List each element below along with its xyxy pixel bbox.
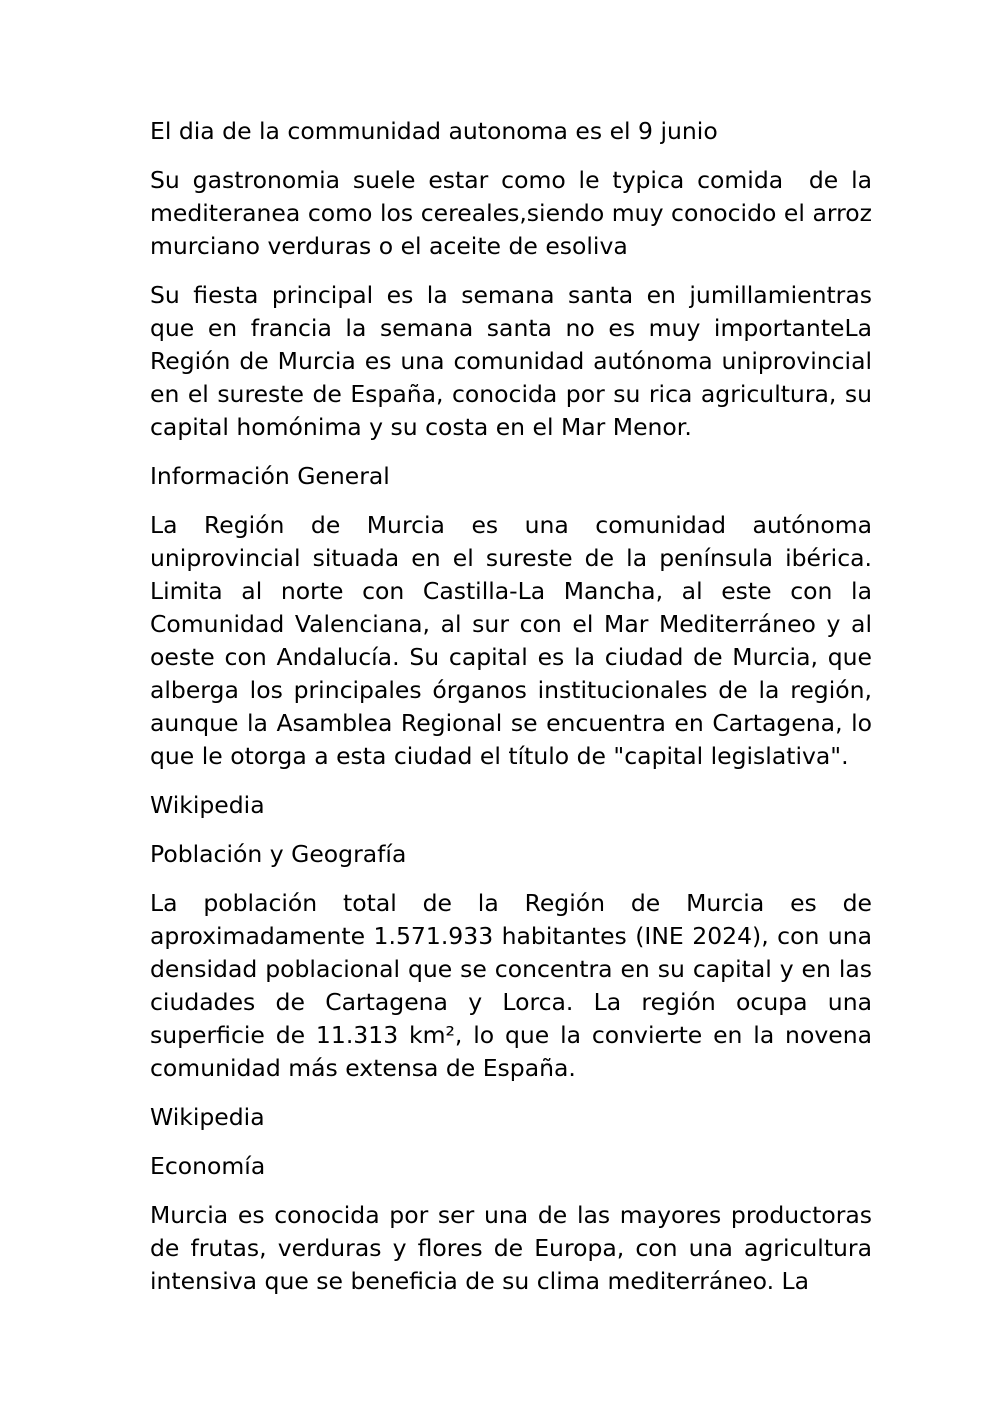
document-text-body (150, 115, 880, 1298)
source-label-wikipedia-2: Wikipedia (150, 1103, 265, 1131)
heading-economia: Economía (150, 1152, 266, 1180)
paragraph-informacion-general-body: La Región de Murcia es una comunidad autónoma uniprovincial situada en el sureste de la península ibérica. Limita al norte con Castilla-La Mancha, al este con la Comunidad Valenciana, al sur con el Mar Mediterráneo y al oeste con Andalucía. Su capital es la ciudad de Murcia, que alberga los principales órganos institucionales de la región, aunque la Asamblea Regional se encuentra en Cartagena, lo que le otorga a esta ciudad el título de "capital legislativa". (150, 511, 880, 770)
heading-informacion-general: Información General (150, 462, 390, 490)
source-label-wikipedia-1: Wikipedia (150, 791, 265, 819)
paragraph-poblacion-geografia-body: La población total de la Región de Murcia es de aproximadamente 1.571.933 habitantes (INE 2024), con una densidad poblacional que se concentra en su capital y en las ciudades de Cartagena y Lorca. La región ocupa una superficie de 11.313 km², lo que la convierte en la novena comunidad más extensa de España. (150, 889, 880, 1082)
paragraph-economia-body: Murcia es conocida por ser una de las mayores productoras de frutas, verduras y flores de Europa, con una agricultura intensiva que se beneficia de su clima mediterráneo. La (150, 1201, 880, 1295)
heading-poblacion-geografia: Población y Geografía (150, 840, 407, 868)
paragraph-gastronomia: Su gastronomia suele estar como le typica comida de la mediteranea como los cereales,siendo muy conocido el arroz murciano verduras o el aceite de esoliva (150, 166, 880, 260)
paragraph-dia-comunidad-autonoma: El dia de la communidad autonoma es el 9 junio (150, 117, 718, 145)
paragraph-fiesta-principal: Su fiesta principal es la semana santa en jumillamientras que en francia la semana santa no es muy importanteLa Región de Murcia es una comunidad autónoma uniprovincial en el sureste de España, conocida por su rica agricultura, su capital homónima y su costa en el Mar Menor. (150, 281, 880, 441)
